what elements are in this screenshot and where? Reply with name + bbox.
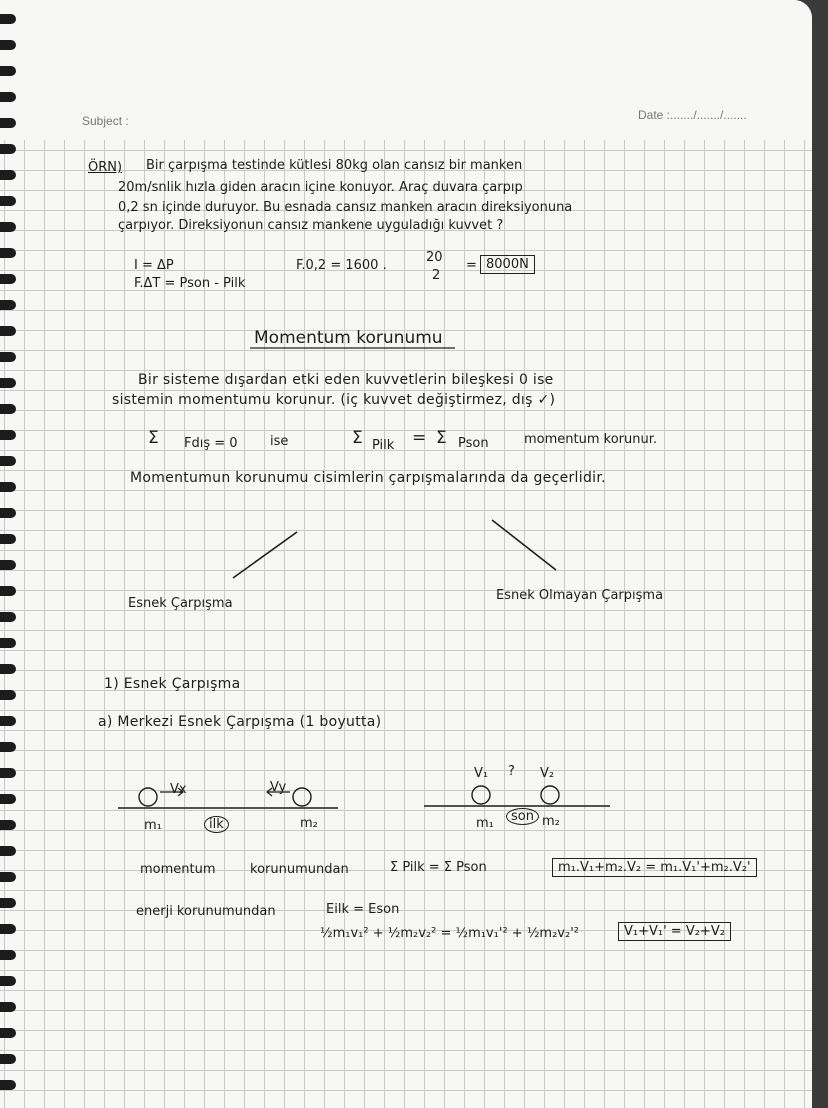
sigma-symbol: Σ [148, 428, 159, 448]
branch-line-right [492, 520, 556, 570]
velocity-relation-box: V₁+V₁' = V₂+V₂ [618, 922, 731, 941]
v2-prime-label: V₂ [540, 766, 555, 781]
date-label: Date :......./......./....... [638, 108, 747, 122]
sigma-symbol-3: Σ [436, 428, 447, 448]
collision-validity-text: Momentumun korunumu cisimlerin çarpışmalarında da geçerlidir. [130, 470, 606, 486]
branch-inelastic: Esnek Olmayan Çarpışma [496, 588, 664, 603]
subject-label: Subject : [82, 114, 129, 128]
final-state-label: son [506, 808, 539, 825]
equals-sign: = [466, 258, 477, 273]
part1-subheading: a) Merkezi Esnek Çarpışma (1 boyutta) [98, 714, 382, 730]
momentum-box: m₁.V₁+m₂.V₂ = m₁.V₁'+m₂.V₂' [552, 858, 757, 877]
section-title: Momentum korunumu [254, 328, 443, 348]
velocity-x-label: Vx [170, 782, 187, 797]
example-line-1: Bir çarpışma testinde kütlesi 80kg olan cansız bir manken [146, 158, 523, 173]
ise-word: ise [270, 434, 289, 449]
ball-1-final [472, 786, 490, 804]
example-tag: ÖRN) [88, 160, 123, 175]
impulse-eq-2: F.ΔT = Pson - Pilk [134, 276, 246, 291]
external-force-zero: Fdış = 0 [184, 436, 238, 451]
definition-line-2: sistemin momentumu korunur. (iç kuvvet değiştirmez, dış ✓) [112, 392, 556, 408]
momentum-word: momentum [140, 862, 216, 877]
mass-1-label-final: m₁ [476, 816, 494, 831]
example-line-2: 20m/snlik hızla giden aracın içine konuyor. Araç duvara çarpıp [118, 180, 523, 195]
ball-2-final [541, 786, 559, 804]
mass-1-label: m₁ [144, 818, 162, 833]
momentum-from-word: korunumundan [250, 862, 349, 877]
equals-symbol: = [412, 428, 427, 448]
energy-word: enerji korunumundan [136, 904, 276, 919]
example-line-4: çarpıyor. Direksiyonun cansız mankene uyguladığı kuvvet ? [118, 218, 504, 233]
energy-eq: Eilk = Eson [326, 902, 400, 917]
impulse-eq: I = ΔP [134, 258, 174, 273]
momentum-sum-eq: Σ Pilk = Σ Pson [390, 860, 487, 875]
momentum-conserved-text: momentum korunur. [524, 432, 658, 447]
answer-box: 8000N [480, 255, 535, 274]
part1-heading: 1) Esnek Çarpışma [104, 676, 241, 692]
mass-2-label-final: m₂ [542, 814, 560, 829]
force-eq: F.0,2 = 1600 . [296, 258, 387, 273]
unknown-mark: ? [508, 764, 515, 779]
mass-2-label: m₂ [300, 816, 318, 831]
fraction-numerator: 20 [426, 250, 443, 265]
energy-expanded-eq: ½m₁v₁² + ½m₂v₂² = ½m₁v₁'² + ½m₂v₂'² [320, 926, 579, 941]
definition-line-1: Bir sisteme dışardan etki eden kuvvetlerin bileşkesi 0 ise [138, 372, 554, 388]
branch-line-left [233, 532, 297, 578]
p-initial: Pilk [372, 438, 395, 453]
ball-1-initial [139, 788, 157, 806]
branch-elastic: Esnek Çarpışma [128, 596, 233, 611]
sigma-symbol-2: Σ [352, 428, 363, 448]
fraction-denominator: 2 [432, 268, 441, 283]
ball-2-initial [293, 788, 311, 806]
v1-prime-label: V₁ [474, 766, 489, 781]
initial-state-label: ilk [204, 816, 229, 833]
p-final: Pson [458, 436, 489, 451]
example-line-3: 0,2 sn içinde duruyor. Bu esnada cansız manken aracın direksiyonuna [118, 200, 573, 215]
velocity-y-label: Vy [270, 780, 287, 795]
